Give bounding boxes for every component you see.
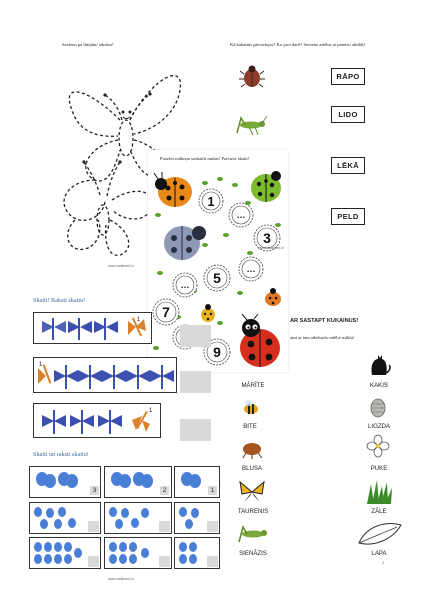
- label-bite: BITE: [243, 423, 257, 430]
- word-box-rapo[interactable]: RĀPO: [331, 68, 365, 85]
- label-blusa: BLUSA: [242, 465, 262, 472]
- ml-answer-box-2[interactable]: [180, 371, 211, 393]
- leaf-icon: [357, 521, 403, 547]
- butterfly-icon: [238, 480, 266, 504]
- bl-answer-box-2-2[interactable]: [159, 521, 170, 532]
- grasshopper-icon: [235, 115, 267, 137]
- dragonfly-card-3: [33, 403, 161, 438]
- tl-title: Savieno pa līnijām/ izkrāso!: [62, 42, 114, 47]
- bl-card-number-3: 1: [208, 486, 217, 495]
- bl-card-number-2: 2: [160, 486, 169, 495]
- tl-footer: www.tadidomi.lv: [108, 264, 134, 268]
- br-title: AR SASTAPT KUKAINUS!: [290, 318, 359, 324]
- ml-row2-number: 1: [38, 361, 43, 368]
- dragonflies-row-2: [34, 358, 176, 392]
- butterfly-card-3-2: [104, 537, 172, 569]
- butterfly-card-2-3: [174, 502, 220, 534]
- dragonflies-row-3: [34, 404, 160, 437]
- flower-number-7: 7: [152, 298, 180, 326]
- label-sienazis: SIENĀZIS: [239, 550, 267, 557]
- bl-answer-box-3-3[interactable]: [207, 556, 218, 567]
- flower-icon: [366, 434, 390, 458]
- butterfly-card-3-3: [174, 537, 220, 569]
- butterfly-card-1-3: [174, 466, 220, 498]
- center-footer: www.tadidomi.lv: [258, 246, 284, 250]
- flower-number-4[interactable]: …: [238, 256, 264, 282]
- flower-number-9: 9: [203, 338, 231, 366]
- butterfly-card-1-2: [104, 466, 172, 498]
- label-kakis: KAKIS: [370, 382, 388, 389]
- butterfly-card-1-1: [29, 466, 101, 498]
- flea-icon: [240, 439, 264, 459]
- butterfly-card-3-1: [29, 537, 101, 569]
- butterfly-card-2-1: [29, 502, 101, 534]
- flower-number-3: 3: [253, 224, 281, 252]
- ml-row3-number: 1: [148, 407, 153, 414]
- beetle-icon: [239, 64, 265, 88]
- bee-icon: [240, 397, 262, 419]
- word-box-lido[interactable]: LIDO: [331, 106, 365, 123]
- flower-number-6[interactable]: …: [172, 272, 198, 298]
- center-title: Puzzles mākoņu saskaitīt mušas! Pareizoi skaiti!: [160, 156, 250, 161]
- word-box-peld[interactable]: PELD: [331, 208, 365, 225]
- flower-number-5: 5: [203, 264, 231, 292]
- butterfly-card-2-2: [104, 502, 172, 534]
- cat-icon: [366, 349, 392, 377]
- dragonfly-card-1: [33, 312, 152, 344]
- label-marite: MĀRĪTE: [241, 382, 265, 389]
- tr-title: Kā kukainis pārvietojas? Ko prot darīt? Savieno attēlus ar pareizo atbildi!: [230, 42, 366, 47]
- label-zale: ZĀLE: [371, 508, 387, 515]
- bl-answer-box-3-2[interactable]: [159, 556, 170, 567]
- bl-answer-box-2-1[interactable]: [88, 521, 99, 532]
- ml-title: Skaiti! Raksti skaitu!: [33, 297, 86, 304]
- ml-answer-box-3[interactable]: [180, 419, 211, 441]
- br-subtitle: aini ar tam atbilstošo attēlu/ mīklu!: [290, 335, 355, 340]
- bl-answer-box-3-1[interactable]: [88, 556, 99, 567]
- label-ligzda: LIGZDA: [367, 423, 391, 430]
- br-page-number: 2: [382, 560, 385, 565]
- label-lapa: LAPA: [371, 550, 387, 557]
- grass-icon: [365, 480, 393, 504]
- label-puke: PUKE: [370, 465, 388, 472]
- bl-footer: www.tadidomi.lv: [108, 577, 134, 581]
- grasshopper-icon: [237, 523, 269, 545]
- nest-icon: [368, 396, 388, 420]
- flower-number-1: 1: [198, 188, 224, 214]
- ml-answer-box-1[interactable]: [180, 325, 211, 347]
- label-taurenis: TAURENIS: [237, 508, 269, 515]
- flower-number-2[interactable]: …: [228, 202, 254, 228]
- dragonfly-card-2: [33, 357, 177, 393]
- word-box-leka[interactable]: LĒKĀ: [331, 157, 365, 174]
- bl-answer-box-2-3[interactable]: [207, 521, 218, 532]
- ml-row1-number: 1: [136, 316, 141, 323]
- bl-title: Skaiti un raksti skaitu!: [33, 451, 89, 458]
- bl-card-number-1: 3: [90, 486, 99, 495]
